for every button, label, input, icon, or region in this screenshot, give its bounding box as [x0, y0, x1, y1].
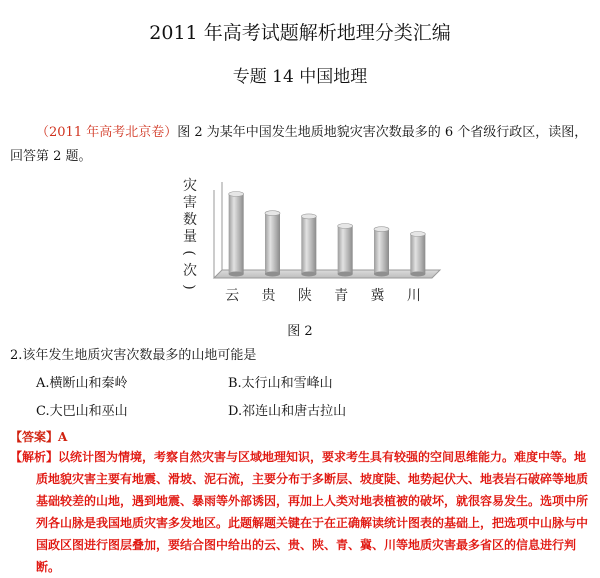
option-c: C.大巴山和巫山	[36, 404, 128, 419]
answer-label: 【答案】A	[10, 430, 68, 444]
analysis-text	[10, 446, 592, 578]
document-title: 2011 年高考试题解析地理分类汇编	[149, 22, 451, 44]
svg-text:灾: 灾	[183, 178, 197, 194]
chart-svg	[174, 172, 450, 310]
question-intro	[10, 121, 592, 169]
exam-source: （2011 年高考北京卷）	[36, 125, 178, 140]
analysis-body: 【解析】以统计图为情境，考察自然灾害与区域地理知识，要求考生具有较强的空间思维能力。难度中等。地质地貌灾害主要有地震、滑坡、泥石流，主要分布于多断层、坡度陡、地势起伏大、地表岩石破碎等地质基础较差的山地，遇到地震、暴雨等外部诱因，再加上人类对地表植被的破坏，就很容易发生。选项中所列各山脉是我国地质灾害多发地区。此题解题关键在于在正确解读统计图表的基础上，把选项中山脉与中国政区图进行图层叠加，要结合图中给出的云、贵、陕、青、冀、川等地质灾害最多省区的信息进行判断。	[10, 450, 589, 574]
bar-川	[410, 232, 425, 277]
y-axis-label	[181, 177, 197, 290]
option-a: A.横断山和秦岭	[36, 376, 128, 391]
svg-text:害: 害	[183, 195, 197, 211]
x-tick-label: 云	[225, 288, 240, 304]
chart-floor	[214, 270, 440, 278]
svg-text:量: 量	[183, 229, 197, 245]
svg-text:): )	[181, 284, 197, 290]
intro-text: 图 2 为某年中国发生地质地貌灾害次数最多的 6 个省级行政区，读图，回答第 2 题。	[10, 125, 588, 164]
document-subtitle: 专题 14 中国地理	[232, 67, 368, 87]
x-tick-label: 冀	[370, 288, 385, 304]
option-d: D.祁连山和唐古拉山	[228, 404, 347, 419]
bar-陕	[301, 214, 316, 277]
question-text: 2.该年发生地质灾害次数最多的山地可能是	[10, 348, 257, 363]
bar-冀	[374, 227, 389, 277]
figure-caption: 图 2	[287, 324, 313, 339]
back-wall	[222, 182, 440, 270]
svg-text:次: 次	[183, 263, 197, 279]
svg-text:(: (	[181, 250, 197, 256]
x-tick-label: 川	[406, 288, 421, 304]
bar-云	[229, 192, 244, 277]
bar-贵	[265, 211, 280, 277]
option-b: B.太行山和雪峰山	[228, 376, 333, 391]
disaster-bar-chart	[174, 172, 450, 310]
svg-text:数: 数	[183, 212, 197, 228]
x-tick-label: 青	[334, 288, 349, 304]
bar-青	[338, 224, 353, 277]
x-tick-label: 贵	[261, 288, 276, 304]
x-tick-label: 陕	[297, 288, 312, 304]
